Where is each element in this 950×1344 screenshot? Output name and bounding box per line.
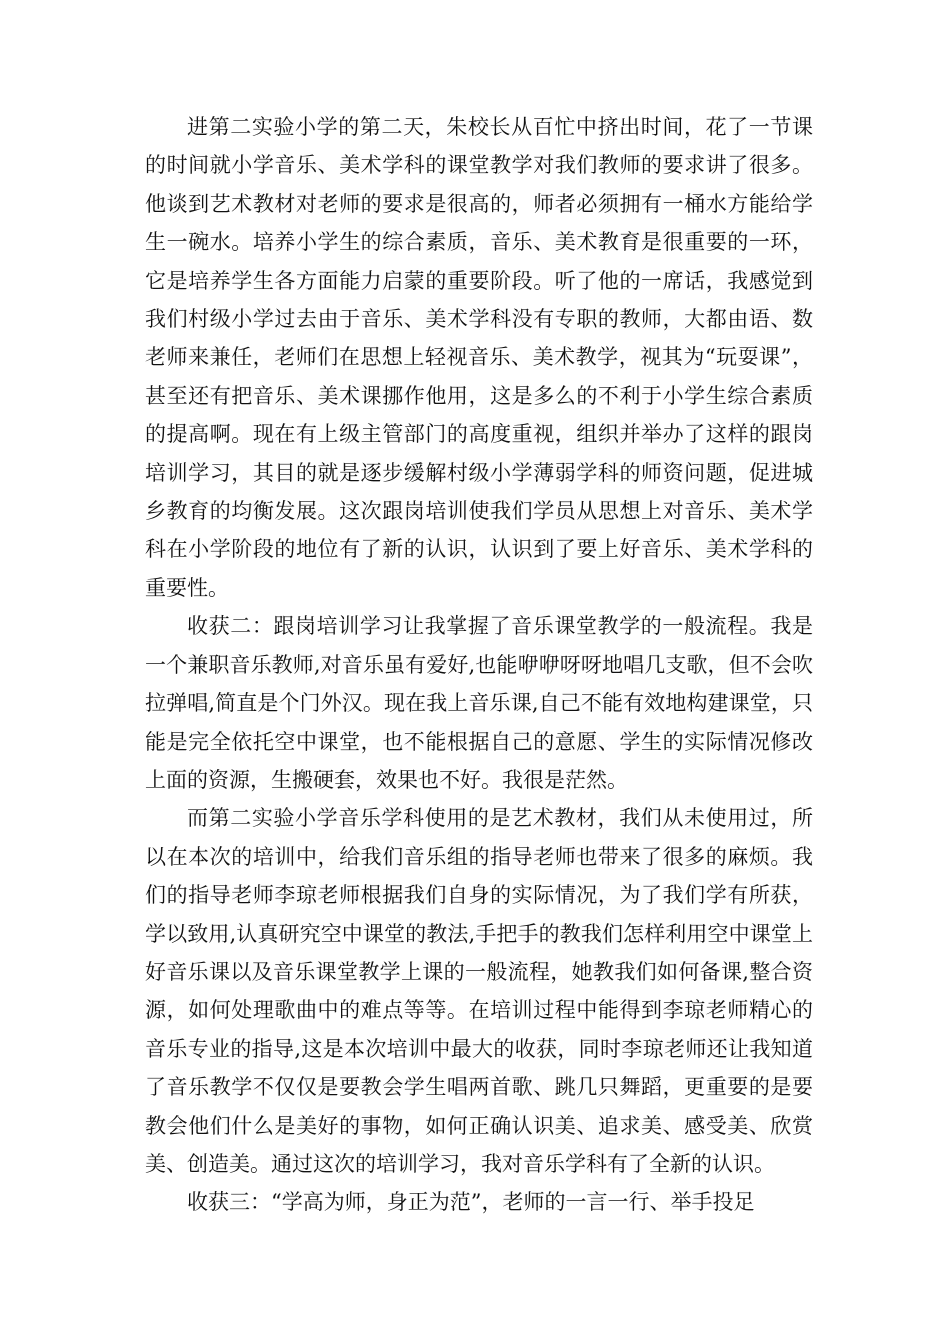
paragraph-2: 收获二：跟岗培训学习让我掌握了音乐课堂教学的一般流程。我是一个兼职音乐教师,对音乐虽有爱好,也能咿咿呀呀地唱几支歌，但不会吹拉弹唱,简直是个门外汉。现在我上音乐课,自己不能有效地构建课堂，只能是完全依托空中课堂，也不能根据自己的意愿、学生的实际情况修改上面的资源，生搬硬套，效果也不好。我很是茫然。 <box>145 614 813 792</box>
document-body <box>145 108 813 1222</box>
paragraph-4: 收获三：“学高为师，身正为范”，老师的一言一行、举手投足 <box>187 1190 755 1215</box>
paragraph-1: 进第二实验小学的第二天，朱校长从百忙中挤出时间，花了一节课的时间就小学音乐、美术学科的课堂教学对我们教师的要求讲了很多。他谈到艺术教材对老师的要求是很高的，师者必须拥有一桶水方能给学生一碗水。培养小学生的综合素质，音乐、美术教育是很重要的一环，它是培养学生各方面能力启蒙的重要阶段。听了他的一席话，我感觉到我们村级小学过去由于音乐、美术学科没有专职的教师，大都由语、数老师来兼任，老师们在思想上轻视音乐、美术教学，视其为“玩耍课”，甚至还有把音乐、美术课挪作他用，这是多么的不利于小学生综合素质的提高啊。现在有上级主管部门的高度重视，组织并举办了这样的跟岗培训学习，其目的就是逐步缓解村级小学薄弱学科的师资问题，促进城乡教育的均衡发展。这次跟岗培训使我们学员从思想上对音乐、美术学科在小学阶段的地位有了新的认识，认识到了要上好音乐、美术学科的重要性。 <box>145 115 813 600</box>
paragraph-3: 而第二实验小学音乐学科使用的是艺术教材，我们从未使用过，所以在本次的培训中，给我们音乐组的指导老师也带来了很多的麻烦。我们的指导老师李琼老师根据我们自身的实际情况，为了我们学有所获，学以致用,认真研究空中课堂的教法,手把手的教我们怎样利用空中课堂上好音乐课以及音乐课堂教学上课的一般流程，她教我们如何备课,整合资源，如何处理歌曲中的难点等等。在培训过程中能得到李琼老师精心的音乐专业的指导,这是本次培训中最大的收获，同时李琼老师还让我知道了音乐教学不仅仅是要教会学生唱两首歌、跳几只舞蹈，更重要的是要教会他们什么是美好的事物，如何正确认识美、追求美、感受美、欣赏美、创造美。通过这次的培训学习，我对音乐学科有了全新的认识。 <box>145 806 813 1176</box>
